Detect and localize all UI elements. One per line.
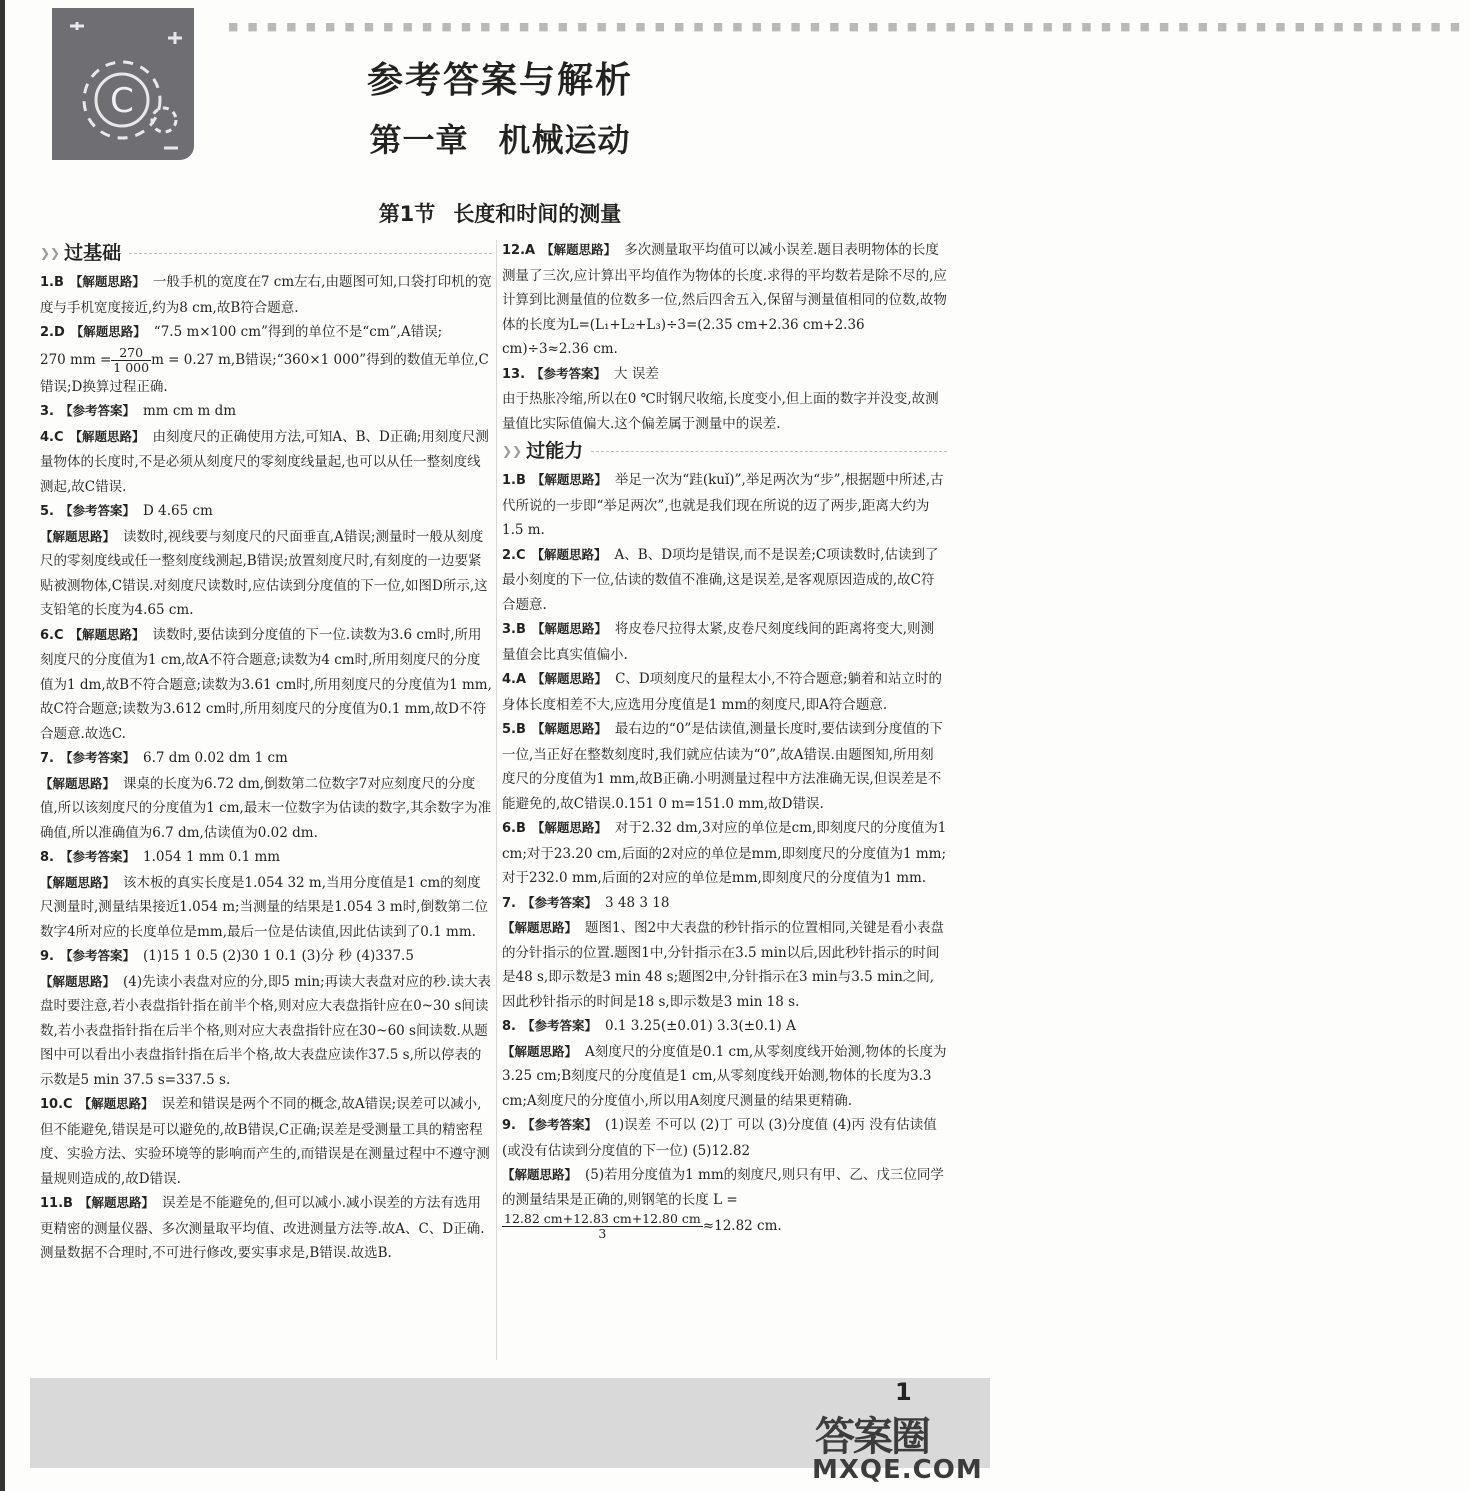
answer-text: 1.054 1 mm 0.1 mm: [143, 849, 281, 865]
section-name: 长度和时间的测量: [453, 202, 622, 226]
answer-tag: 【解题思路】: [502, 1167, 578, 1182]
question-number: 6.C: [40, 627, 64, 643]
section-heading-basic: [40, 238, 492, 268]
answer-item: [40, 425, 492, 500]
answer-item: [40, 270, 492, 320]
answer-tag: 【参考答案】: [59, 403, 135, 418]
question-number: 5.: [40, 504, 54, 519]
chapter-number: 第一章: [369, 121, 469, 159]
question-number: 1.B: [502, 473, 526, 488]
answer-item: [502, 1040, 947, 1114]
section-heading-ability: [502, 436, 947, 466]
answer-tag: 【解题思路】: [531, 472, 607, 487]
question-number: 4.A: [502, 672, 527, 687]
answer-item: [502, 1014, 947, 1040]
answer-tag: 【解题思路】: [78, 1096, 154, 1111]
answer-list-basic: [40, 270, 492, 1266]
answer-text: (4)先读小表盘对应的分,即5 min;再读大表盘对应的秒.读大表盘时要注意,若小表盘指针指在前半个格,则对应大表盘指针应在0~30 s间读数,若小表盘指针指在后半个格,则对应大表盘指针应在30~60 s间读数.从题图中可以看出小表盘指针指在后半个格,故大表盘应读作37.5 s,所以停表的示数是5 min 37.5 s=337.5 s.: [40, 973, 491, 1088]
answer-text: ≈12.82 cm.: [702, 1218, 782, 1234]
answer-item: [40, 320, 492, 399]
answer-item: [502, 468, 947, 543]
answer-item: [40, 944, 492, 970]
answer-tag: 【解题思路】: [531, 546, 607, 562]
question-number: 12.A: [502, 243, 536, 258]
answer-tag: 【解题思路】: [69, 274, 145, 289]
chevron-icon: ❯❯: [40, 245, 61, 260]
answer-text: 0.1 3.25(±0.01) 3.3(±0.1) A: [605, 1018, 796, 1034]
answer-text: 读数时,要估读到分度值的下一位.读数为3.6 cm时,所用刻度尺的分度值为1 cm,故A不符合题意;读数为4 cm时,所用刻度尺的分度值为1 dm,故B不符合题意;读数为3.61 cm时,所用刻度尺的分度值为1 mm,故C符合题意;读数为3.612 cm时,所用刻度尺的分度值为0.1 mm,故D不符合题意.故选C.: [40, 626, 492, 742]
page-number: 1: [895, 1378, 912, 1406]
answer-item: [40, 399, 492, 425]
chapter-title: [0, 115, 1000, 161]
question-number: 9.: [40, 949, 54, 964]
answer-text: 课桌的长度为6.72 dm,倒数第二位数字7对应刻度尺的分度值,所以该刻度尺的分度值为1 cm,最末一位数字为估读的数字,其余数字为准确值,所以准确值为6.7 dm,估读值为0.02 dm.: [40, 775, 492, 841]
question-number: 2.D: [40, 325, 65, 340]
left-column: [40, 238, 492, 1266]
watermark-url: MXQE.COM: [812, 1455, 983, 1485]
answer-item: [40, 1092, 492, 1191]
answer-tag: 【解题思路】: [70, 324, 146, 339]
answer-tag: 【解题思路】: [502, 920, 578, 935]
answer-list-ability: [502, 468, 947, 1241]
answer-text: 对于2.32 dm,3对应的单位是cm,即刻度尺的分度值为1 cm;对于23.20 cm,后面的2对应的单位是mm,即刻度尺的分度值为1 mm;对于232.0 mm,后面的2对应的单位是mm,即刻度尺的分度值为1 mm.: [502, 820, 947, 886]
page-title: 参考答案与解析: [366, 60, 633, 101]
answer-tag: 【解题思路】: [541, 242, 617, 257]
answer-item: [40, 623, 492, 747]
answer-text: mm cm m dm: [143, 403, 237, 419]
answer-tag: 【解题思路】: [40, 874, 116, 890]
heading-rule: [591, 451, 947, 452]
answer-tag: 【解题思路】: [531, 621, 607, 636]
answer-tag: 【解题思路】: [40, 528, 116, 544]
heading-rule: [129, 253, 492, 254]
question-number: 13.: [502, 366, 526, 382]
answer-text: m = 0.27 m,B错误;“360×1 000”得到的数值无单位,C错误;D换算过程正确.: [40, 351, 489, 395]
answer-item: [40, 772, 492, 846]
answer-item: [502, 667, 947, 717]
question-number: 7.: [502, 895, 516, 911]
question-number: 2.C: [502, 547, 526, 563]
answer-text: 大 误差: [614, 365, 659, 382]
answer-tag: 【解题思路】: [40, 973, 116, 989]
answer-tag: 【参考答案】: [59, 750, 135, 765]
answer-text: 一般手机的宽度在7 cm左右,由题图可知,口袋打印机的宽度与手机宽度接近,约为8 cm,故B符合题意.: [40, 274, 492, 316]
section-number: 第1节: [378, 202, 436, 226]
answer-tag: 【参考答案】: [521, 1117, 597, 1132]
fraction-numerator: 270: [111, 346, 151, 361]
logo-letter: C: [110, 81, 134, 121]
answer-text: (1)误差 不可以 (2)丁 可以 (3)分度值 (4)丙 没有估读值(或没有估读到分度值的下一位) (5)12.82: [502, 1117, 937, 1159]
answer-item: [502, 891, 947, 917]
question-number: 10.C: [40, 1097, 73, 1112]
question-number: 3.B: [502, 622, 526, 637]
question-number: 4.C: [40, 429, 64, 445]
answer-text: 3 48 3 18: [605, 894, 670, 911]
question-number: 9.: [502, 1118, 516, 1133]
answer-text: 6.7 dm 0.02 dm 1 cm: [143, 750, 288, 766]
answer-tag: 【参考答案】: [59, 948, 135, 963]
answer-text: D 4.65 cm: [143, 503, 213, 519]
answer-tag: 【参考答案】: [59, 849, 135, 864]
answer-text: (5)若用分度值为1 mm的刻度尺,则只有甲、乙、戊三位同学的测量结果是正确的,则钢笔的长度 L =: [502, 1167, 944, 1208]
question-number: 5.B: [502, 722, 526, 737]
answer-text: C、D项刻度尺的量程太小,不符合题意;躺着和站立时的身体长度相差不大,应选用分度值是1 mm的刻度尺,即A符合题意.: [502, 671, 943, 713]
answer-text: 270 mm =: [40, 351, 112, 368]
answer-tag: 【解题思路】: [532, 671, 608, 686]
answer-text: A、B、D项均是错误,而不是误差;C项读数时,估读到了最小刻度的下一位,估读的数值不准确,这是误差,是客观原因造成的,故C符合题意.: [502, 546, 939, 613]
answer-tag: 【解题思路】: [502, 1043, 578, 1059]
question-number: 7.: [40, 751, 54, 766]
column-divider: [496, 240, 497, 1360]
answer-text: 误差是不能避免的,但可以减小.减小误差的方法有选用更精密的测量仪器、多次测量取平均值、改进测量方法等.故A、C、D正确.测量数据不合理时,不可进行修改,要实事求是,B错误.故选B.: [40, 1195, 485, 1261]
answer-tag: 【解题思路】: [40, 775, 116, 791]
answer-item: [40, 525, 492, 623]
section-title: [0, 198, 1000, 228]
answer-tag: 【参考答案】: [531, 365, 607, 381]
answer-item: [502, 1113, 947, 1163]
answer-text: 题图1、图2中大表盘的秒针指示的位置相同,关键是看小表盘的分针指示的位置.题图1中,分针指示在3.5 min以后,因此秒针指示的时间是48 s,即示数是3 min 48 s;题图2中,分针指示在3 min与3.5 min之间,因此秒针指示的时间是18 s,即示数是3 min 18 s.: [502, 920, 944, 1010]
answer-text: 多次测量取平均值可以减小误差.题目表明物体的长度测量了三次,应计算出平均值作为物体的长度.求得的平均数若是除不尽的,应计算到比测量值的位数多一位,然后四舍五入,保留与测量值相同的位数,故物体的长度为L=(L₁+L₂+L₃)÷3=(2.35 cm+2.36 cm+2.36 cm)÷3≈2.36 cm.: [502, 242, 947, 357]
answer-item: [502, 717, 947, 816]
heading-text: 过能力: [526, 439, 584, 462]
answer-text: 最右边的“0”是估读值,测量长度时,要估读到分度值的下一位,当正好在整数刻度时,我们就应估读为“0”,故A错误.由题图知,所用刻度尺的分度值为1 mm,故B正确.小明测量过程中方法准确无误,但误差是不能避免的,故C错误.0.151 0 m=151.0 mm,故D错误.: [502, 721, 943, 812]
answer-text: 由刻度尺的正确使用方法,可知A、B、D正确;用刻度尺测量物体的长度时,不是必须从刻度尺的零刻度线量起,也可以从任一整刻度线测起,故C错误.: [40, 428, 489, 495]
answer-item: [502, 816, 947, 891]
answer-text: “7.5 m×100 cm”得到的单位不是“cm”,A错误;: [153, 324, 443, 340]
answer-item: [502, 387, 947, 436]
fraction: [111, 346, 151, 375]
answer-item: [502, 362, 947, 388]
answer-tag: 【解题思路】: [531, 721, 607, 736]
answer-tag: 【解题思路】: [78, 1195, 154, 1210]
answer-item: [40, 845, 492, 871]
question-number: 8.: [502, 1019, 516, 1034]
answer-text: (1)15 1 0.5 (2)30 1 0.1 (3)分 秒 (4)337.5: [143, 948, 414, 964]
top-dotted-border: ■■■■■■■■■■■■■■■■■■■■■■■■■■■■■■■■■■■■■■■■■■■■■■■■■■■■■■■■■■■■■■■■: [228, 20, 1469, 33]
answer-item: [40, 746, 492, 772]
watermark-logo: 答案圈: [815, 1414, 929, 1460]
question-number: 6.B: [502, 821, 526, 836]
answer-item: [40, 1191, 492, 1266]
answer-list-basic-continued: [502, 238, 947, 436]
answer-item: [502, 238, 947, 362]
answer-tag: 【参考答案】: [59, 503, 135, 518]
fraction: [502, 1212, 703, 1241]
answer-tag: 【解题思路】: [531, 820, 607, 835]
answer-item: [40, 499, 492, 525]
fraction-denominator: 3: [598, 1226, 607, 1241]
heading-text: 过基础: [64, 241, 122, 264]
answer-text: 该木板的真实长度是1.054 32 m,当用分度值是1 cm的刻度尺测量时,测量结果接近1.054 m;当测量的结果是1.054 3 m时,倒数第二位数字4所对应的长度单位是mm,最后一位是估读值,因此估读到了0.1 mm.: [40, 874, 488, 940]
answer-text: 举足一次为“跬(kuǐ)”,举足两次为“步”,根据题中所述,古代所说的一步即“举足两次”,也就是我们现在所说的迈了两步,距离大约为1.5 m.: [502, 472, 944, 538]
answer-item: [502, 543, 947, 618]
chapter-name: 机械运动: [498, 121, 631, 159]
fraction-numerator: 12.82 cm+12.83 cm+12.80 cm: [504, 1211, 701, 1226]
answer-text: 读数时,视线要与刻度尺的尺面垂直,A错误;测量时一般从刻度尺的零刻度线或任一整刻度线测起,B错误;放置刻度尺时,有刻度的一边要紧贴被测物体,C错误.对刻度尺读数时,应估读到分度值的下一位,如图D所示,这支铅笔的长度为4.65 cm.: [40, 528, 488, 618]
answer-tag: 【解题思路】: [69, 428, 145, 444]
answer-tag: 【参考答案】: [521, 1018, 597, 1033]
answer-text: 误差和错误是两个不同的概念,故A错误;误差可以减小,但不能避免,错误是可以避免的,故B错误,C正确;误差是受测量工具的精密程度、实验方法、实验环境等的影响而产生的,而错误是在测量过程中不遵守测量规则造成的,故D错误.: [40, 1096, 490, 1187]
question-number: 3.: [40, 404, 54, 419]
answer-tag: 【解题思路】: [69, 626, 145, 642]
answer-text: A刻度尺的分度值是0.1 cm,从零刻度线开始测,物体的长度为3.25 cm;B刻度尺的分度值是1 cm,从零刻度线开始测,物体的长度为3.3 cm;A刻度尺的分度值小,所以用A刻度尺测量的结果更精确.: [502, 1043, 947, 1109]
answer-text: 将皮卷尺拉得太紧,皮卷尺刻度线间的距离将变大,则测量值会比真实值偏小.: [502, 621, 935, 663]
question-number: 8.: [40, 850, 54, 865]
answer-text: 由于热胀冷缩,所以在0 ℃时钢尺收缩,长度变小,但上面的数字并没变,故测量值比实际值偏大.这个偏差属于测量中的误差.: [502, 391, 939, 432]
fraction-denominator: 1 000: [113, 359, 150, 375]
question-number: 1.B: [40, 275, 64, 290]
question-number: 11.B: [40, 1196, 73, 1211]
answer-item: [40, 970, 492, 1093]
answer-item: [40, 871, 492, 945]
answer-item: [502, 1163, 947, 1241]
chevron-icon: ❯❯: [502, 443, 523, 458]
answer-item: [502, 916, 947, 1014]
right-column: [502, 238, 947, 1241]
answer-tag: 【参考答案】: [521, 894, 597, 910]
answer-item: [502, 617, 947, 667]
